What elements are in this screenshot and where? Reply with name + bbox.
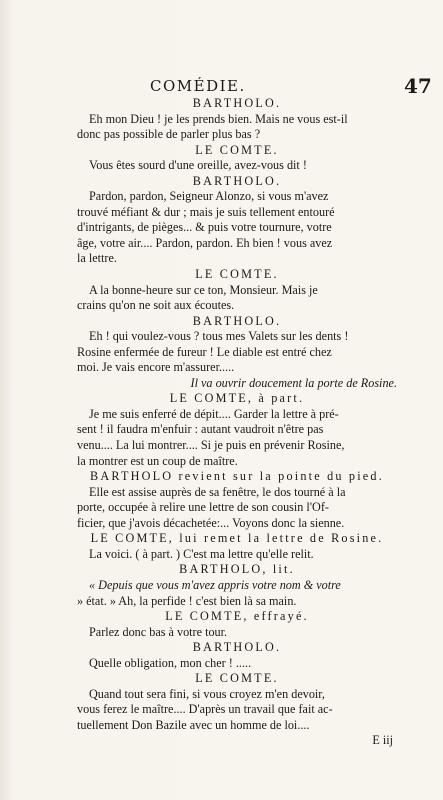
dialogue-line: Elle est assise auprès de sa fenêtre, le dos tourné à la [89, 484, 346, 499]
dialogue-line: venu.... La lui montrer.... Si je puis en prévenir Rosine, [77, 438, 345, 453]
page-number: 47 [404, 74, 432, 98]
dialogue-line: crains qu'on ne soit aux écoutes. [77, 298, 235, 313]
dialogue-line: « Depuis que vous m'avez appris votre nom & votre [89, 577, 341, 592]
speaker-heading: LE COMTE, à part. [169, 391, 305, 406]
speaker-heading: BARTHOLO revient sur la pointe du pied. [90, 469, 384, 484]
speaker-heading: LE COMTE. [195, 267, 279, 282]
dialogue-line: A la bonne-heure sur ce ton, Monsieur. Mais je [89, 282, 318, 297]
dialogue-line: Parlez donc bas à votre tour. [89, 624, 228, 639]
speaker-heading: BARTHOLO, lit. [179, 562, 295, 577]
speaker-heading: LE COMTE. [195, 142, 279, 157]
dialogue-line: Eh mon Dieu ! je les prends bien. Mais ne vous est-il [89, 111, 348, 126]
dialogue-line: vous ferez le maître.... D'après un travail que fait ac- [77, 702, 333, 717]
dialogue-line: ficier, que j'avois décachetée:... Voyons donc la sienne. [77, 515, 345, 530]
dialogue-line: Quelle obligation, mon cher ! ..... [89, 655, 252, 670]
dialogue-line: d'intrigants, de pièges... & puis votre tournure, votre [77, 220, 332, 235]
speaker-heading: BARTHOLO. [192, 96, 282, 110]
speaker-heading: BARTHOLO. [192, 173, 282, 188]
running-title: COMÉDIE. [150, 77, 246, 95]
speaker-heading: BARTHOLO. [192, 313, 282, 328]
dialogue-line: Je me suis enferré de dépit.... Garder la lettre à pré- [89, 406, 339, 421]
dialogue-line: la lettre. [77, 251, 117, 266]
dialogue-line: La voici. ( à part. ) C'est ma lettre qu'elle relit. [89, 546, 314, 561]
dialogue-line: la montrer est un coup de maître. [77, 453, 238, 468]
dialogue-line: Vous êtes sourd d'une oreille, avez-vous dit ! [89, 158, 307, 173]
dialogue-line: donc pas possible de parler plus bas ? [77, 127, 261, 142]
dialogue-line: Pardon, pardon, Seigneur Alonzo, si vous m'avez [89, 189, 329, 204]
page-header [0, 74, 443, 98]
dialogue-line: trouvé méfiant & dur ; mais je suis tellement entouré [77, 204, 335, 219]
speaker-heading: BARTHOLO. [192, 640, 282, 655]
dialogue-line: tuellement Don Bazile avec un homme de loi.... [77, 717, 310, 732]
dialogue-line: » état. » Ah, la perfide ! c'est bien là sa main. [77, 593, 297, 608]
dialogue-line: moi. Je vais encore m'assurer..... [77, 360, 235, 375]
stage-direction: Il va ouvrir doucement la porte de Rosine. [190, 375, 397, 390]
speaker-heading: LE COMTE, effrayé. [165, 609, 309, 624]
dialogue-line: Eh ! qui voulez-vous ? tous mes Valets sur les dents ! [89, 329, 349, 344]
dialogue-line: Rosine enfermée de fureur ! Le diable est entré chez [77, 344, 332, 359]
dialogue-line: porte, occupée à relire une lettre de son cousin l'Of- [77, 500, 329, 515]
dialogue-line: sent ! il faudra m'enfuir : autant vaudroit n'être pas [77, 422, 324, 437]
speaker-heading: LE COMTE. [195, 671, 279, 686]
play-text [77, 96, 397, 749]
dialogue-line: âge, votre air.... Pardon, pardon. Eh bien ! vous avez [77, 235, 333, 250]
signature-mark: E iij [372, 733, 393, 748]
speaker-heading: LE COMTE, lui remet la lettre de Rosine. [90, 531, 384, 546]
dialogue-line: Quand tout sera fini, si vous croyez m'en devoir, [89, 686, 325, 701]
